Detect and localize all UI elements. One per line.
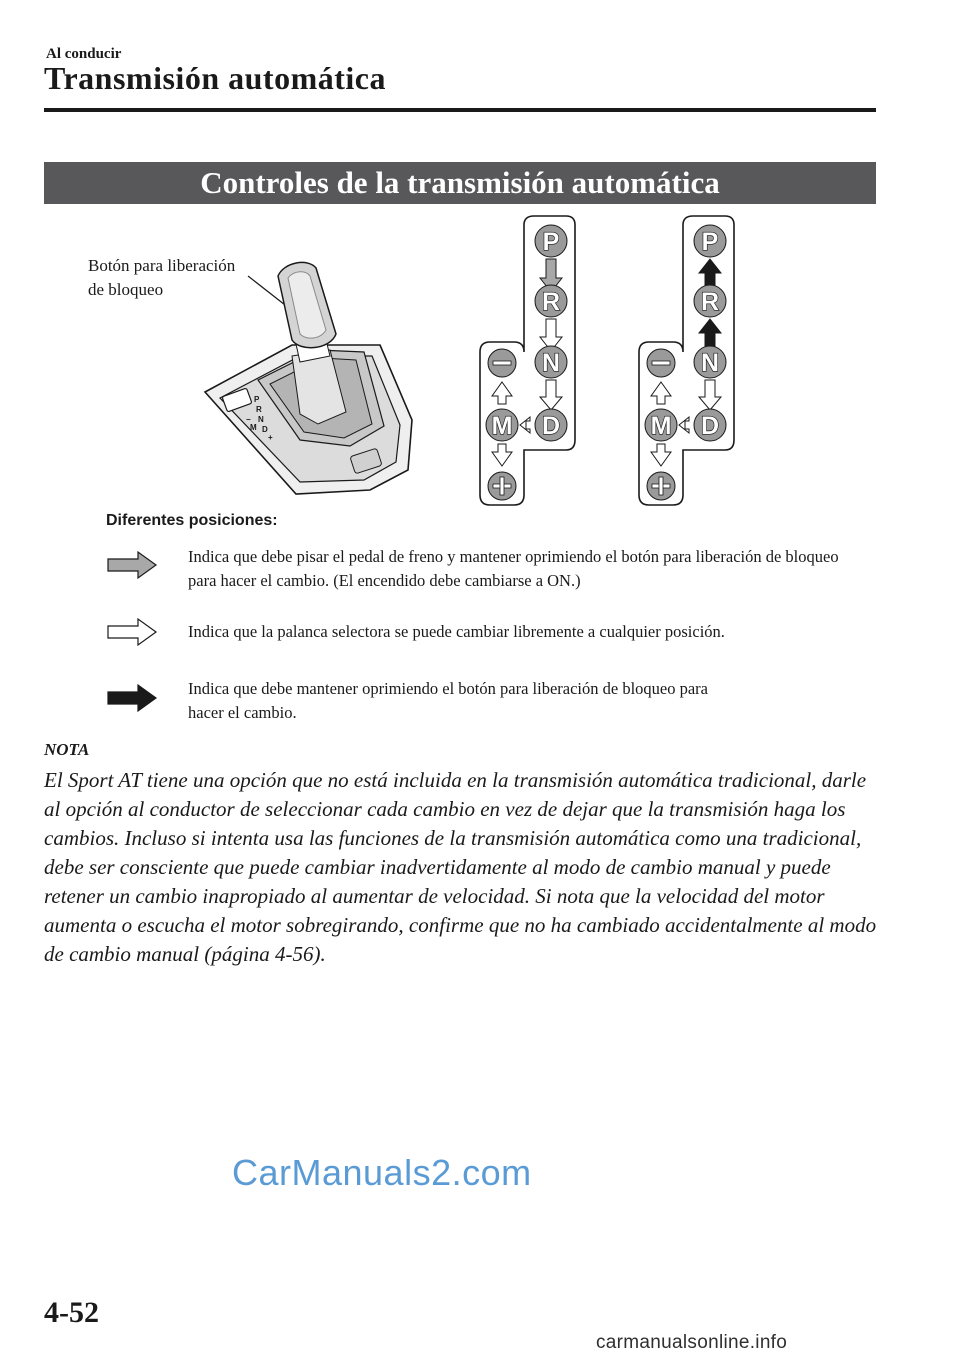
console-mark-d: D — [262, 425, 268, 434]
console-mark-r: R — [256, 405, 262, 414]
gear-d-right: D — [700, 412, 720, 440]
note-body: El Sport AT tiene una opción que no está incluida en la transmisión automática tradicional, darle al opción al conductor de seleccionar cada cambio en vez de dejar que la transmisión haga los cambios. Incluso si intenta usa las funciones de la transmisión automática como una tradicional, debe ser consciente que puede cambiar inadvertidamente al modo de cambio manual y puede retener un cambio inapropiado al aumentar de velocidad. Si nota que la velocidad del motor aumenta o escucha el motor sobregirando, confirme que no ha cambiado accidentalmente al modo de cambio manual (página 4-56). — [44, 768, 877, 966]
gear-console-illustration — [205, 262, 412, 494]
legend-text-white: Indica que la palanca selectora se puede cambiar libremente a cualquier posición. — [188, 622, 725, 641]
callout-line-1: Botón para liberación — [88, 256, 236, 275]
gear-p-left: P — [542, 228, 560, 256]
gear-n-left: N — [541, 349, 561, 377]
note-label: NOTA — [44, 740, 90, 759]
watermark: CarManuals2.com — [232, 1152, 532, 1193]
console-mark-m: M — [250, 423, 257, 432]
gray-arrow-icon — [106, 550, 158, 580]
shift-lever-figure — [0, 210, 960, 510]
section-label: Al conducir — [46, 46, 122, 62]
callout-line-2: de bloqueo — [88, 280, 164, 299]
title-rule — [44, 108, 876, 112]
black-arrow-icon — [106, 683, 158, 713]
section-heading-banner: Controles de la transmisión automática — [44, 162, 876, 204]
shift-pattern-diagram-left — [480, 216, 575, 505]
page-title: Transmisión automática — [44, 60, 386, 96]
gear-m-right: M — [650, 412, 672, 440]
footer-source: carmanualsonline.info — [596, 1332, 788, 1353]
page-number: 4-52 — [44, 1296, 99, 1329]
gear-n-right: N — [700, 349, 720, 377]
gear-r-left: R — [541, 288, 561, 316]
console-mark-minus: − — [246, 415, 251, 424]
white-arrow-icon — [106, 617, 158, 647]
gear-m-left: M — [491, 412, 513, 440]
gear-p-right: P — [701, 228, 719, 256]
shift-pattern-diagram-right — [639, 216, 734, 505]
console-mark-p: P — [254, 395, 260, 404]
legend-text-black: Indica que debe mantener oprimiendo el botón para liberación de bloqueo para hacer el cambio. — [188, 679, 708, 722]
console-mark-plus: + — [268, 433, 273, 442]
gear-d-left: D — [541, 412, 561, 440]
legend-text-gray: Indica que debe pisar el pedal de freno y mantener oprimiendo el botón para liberación de bloqueo para hacer el cambio. (El encendido debe cambiarse a ON.) — [188, 547, 839, 590]
console-mark-n: N — [258, 415, 264, 424]
legend-heading: Diferentes posiciones: — [106, 512, 278, 529]
gear-r-right: R — [700, 288, 720, 316]
